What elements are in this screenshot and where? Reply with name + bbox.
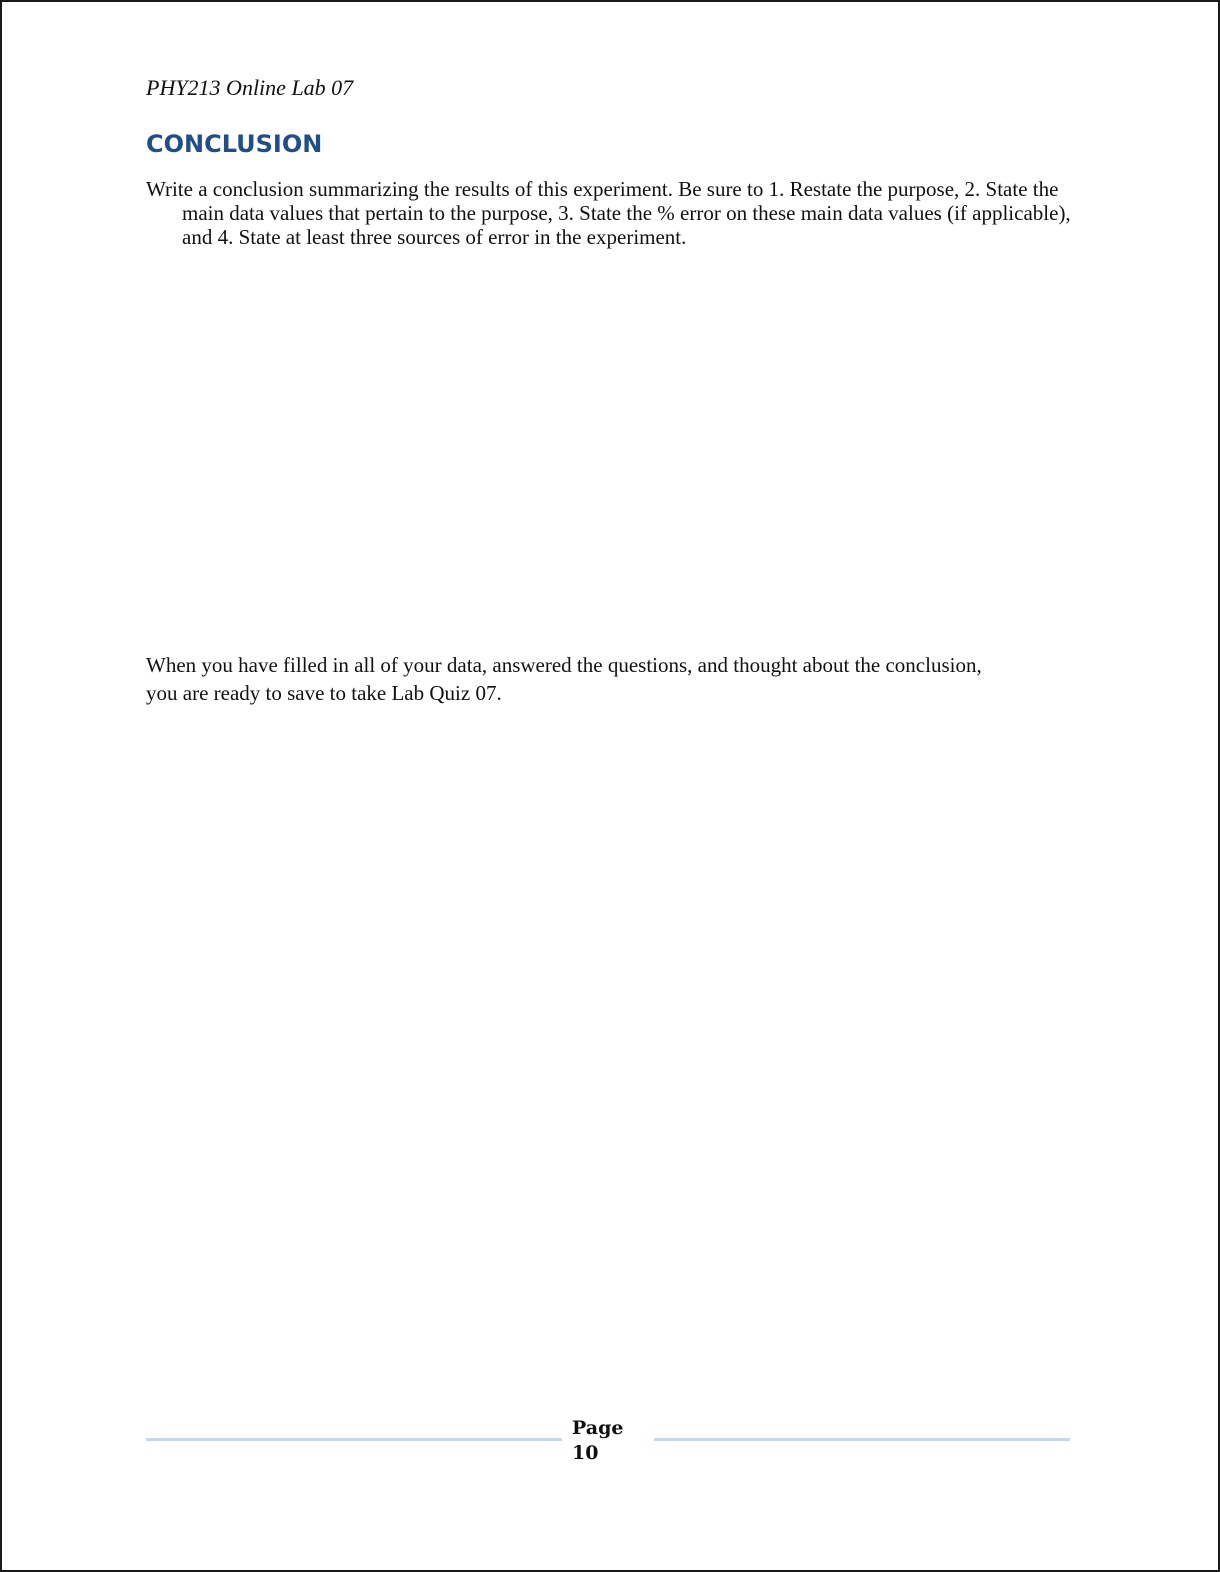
section-heading-conclusion: CONCLUSION	[146, 130, 323, 158]
page-word: Page	[572, 1417, 624, 1439]
closing-note: When you have filled in all of your data, answered the questions, and thought about the conclusion, you are ready to save to take Lab Quiz 07.	[146, 653, 982, 705]
footer-rule-left	[146, 1438, 562, 1441]
conclusion-instructions: Write a conclusion summarizing the results of this experiment. Be sure to 1. Restate the purpose, 2. State the main data values that pertain to the purpose, 3. State the % error on these main data values (if applicable), and 4. State at least three sources of error in the experiment.	[146, 177, 1071, 249]
page-number: 10	[572, 1442, 599, 1464]
footer-rule-right	[654, 1438, 1070, 1441]
running-header: PHY213 Online Lab 07	[146, 75, 354, 100]
page-number-label	[572, 1416, 623, 1466]
